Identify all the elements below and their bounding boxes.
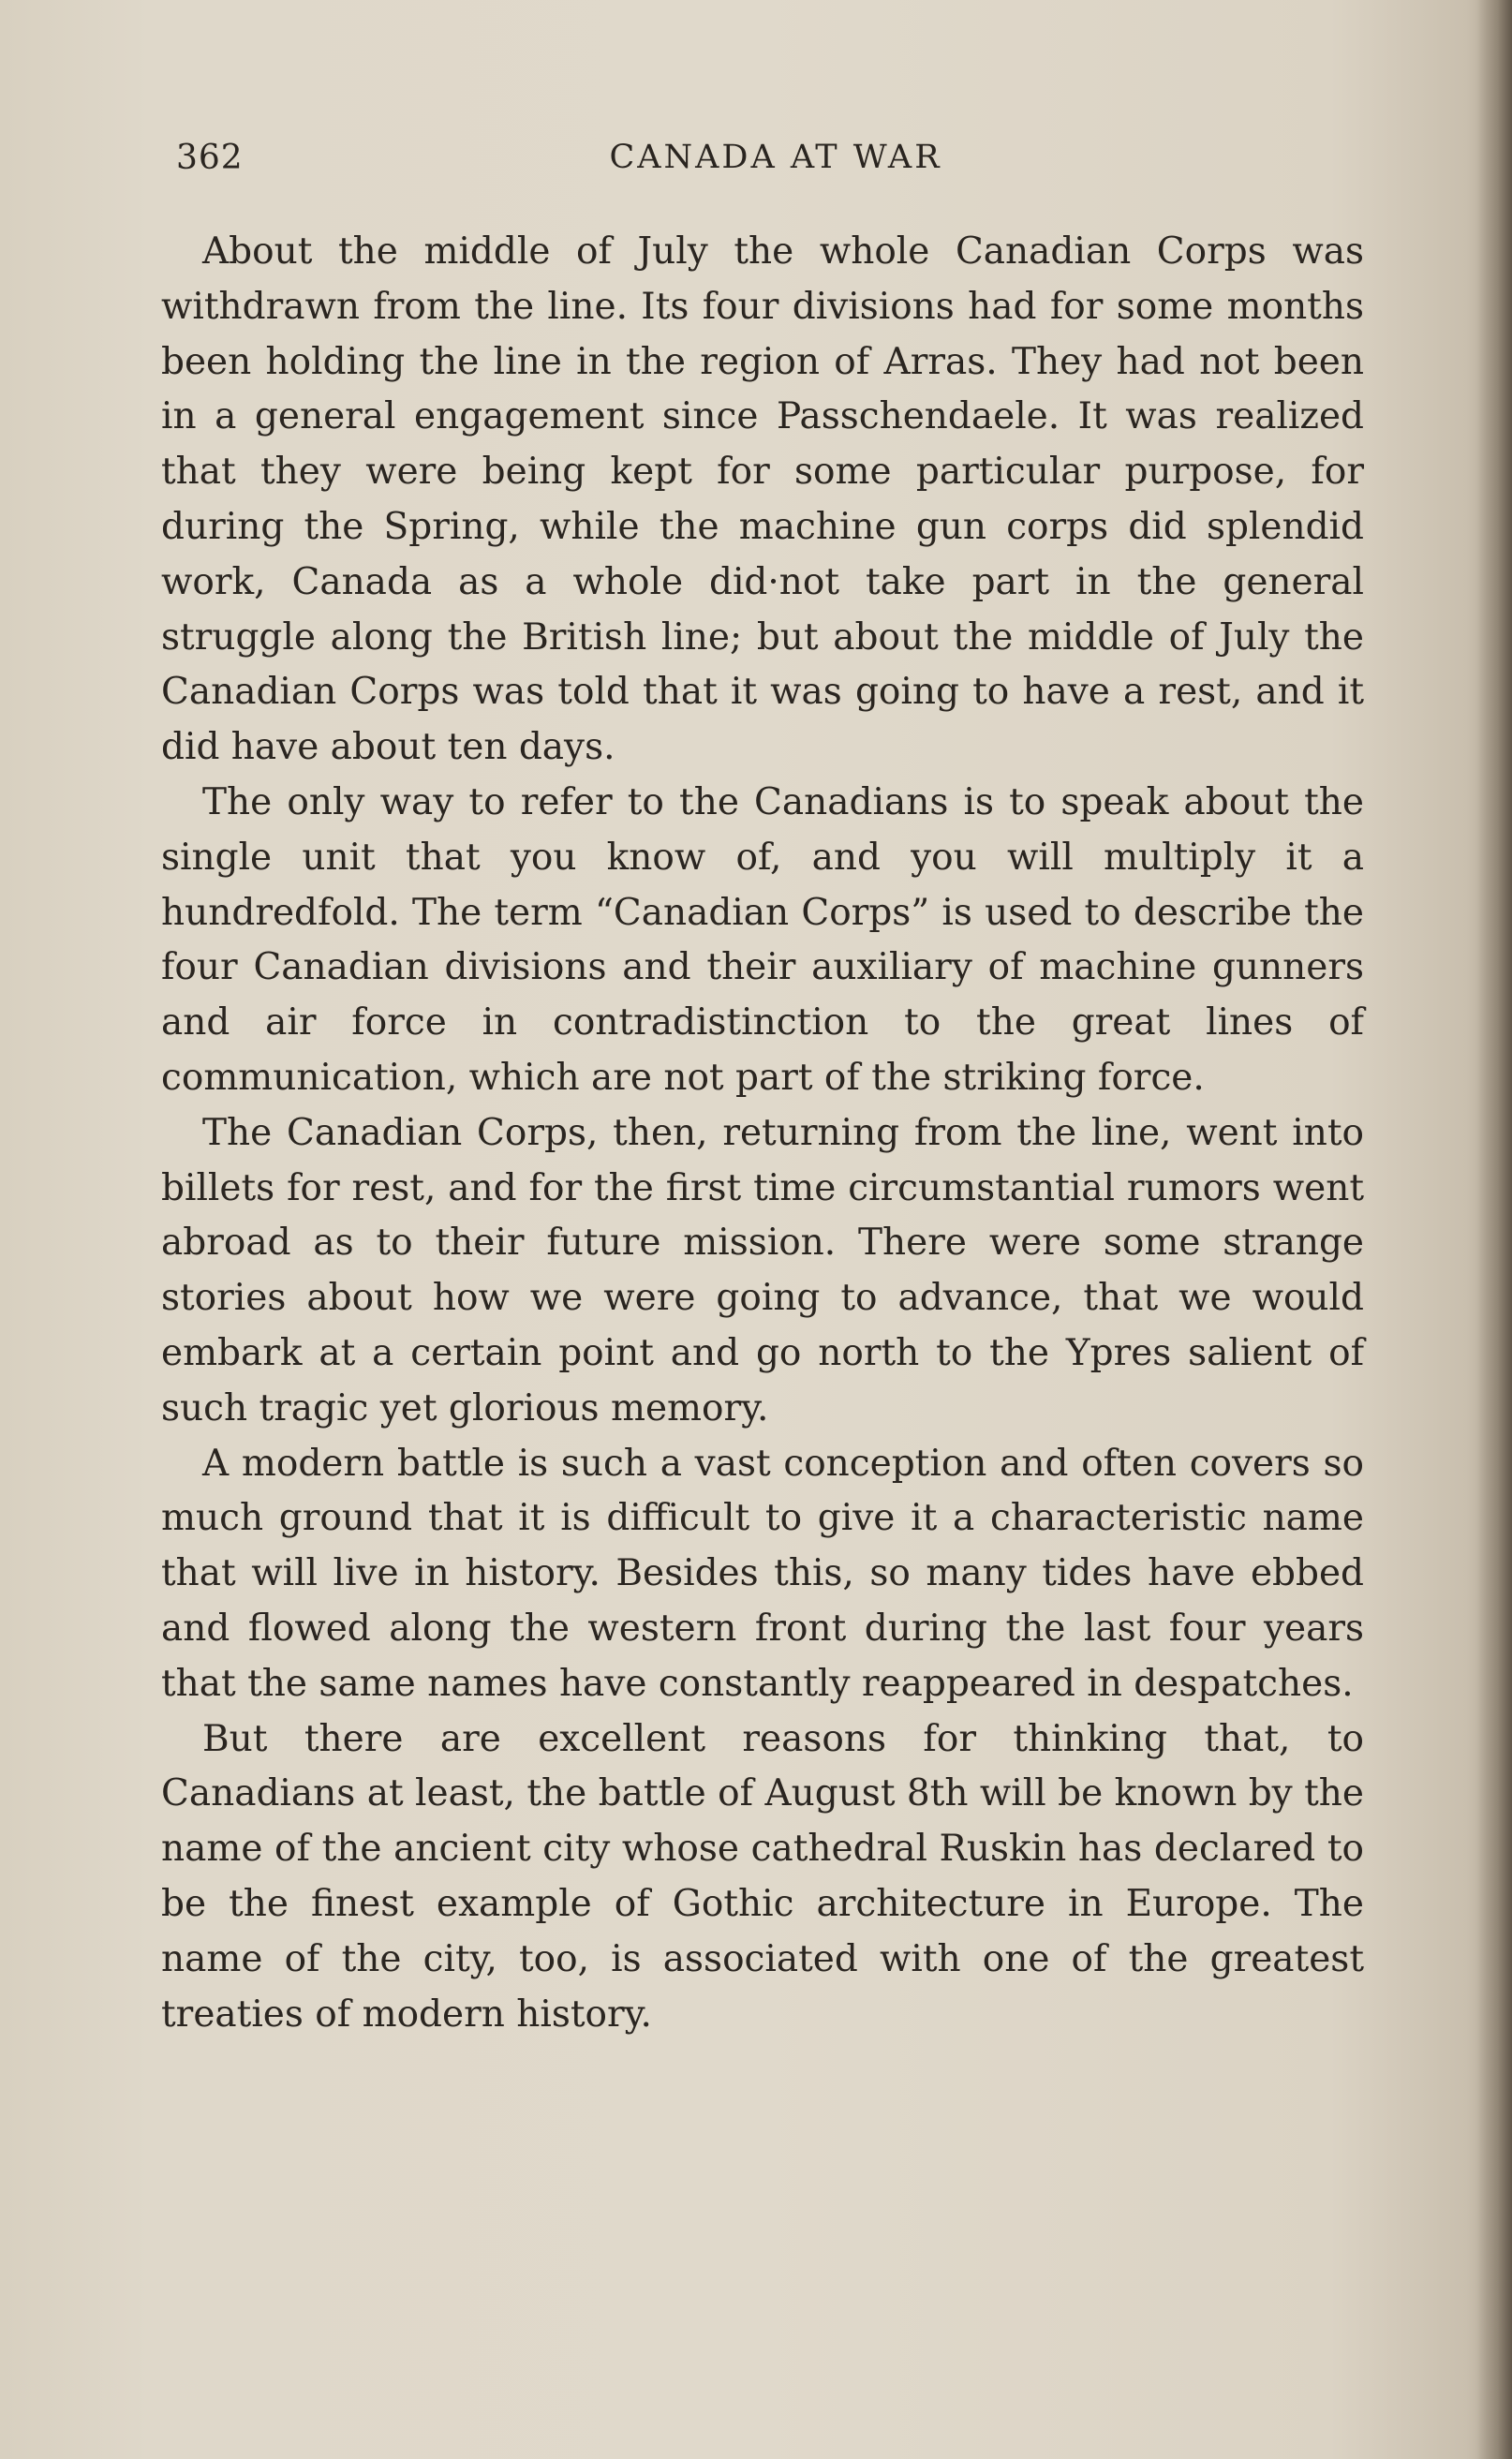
paragraph: The only way to refer to the Canadians is to speak about the single unit that you know of, and you will multiply it a hundredfold. The term “Canadian Corps” is used to describe the four Canadian divisions and their auxiliary of machine gunners and air force in contradistinction to the great lines of communication, which are not part of the striking force. — [161, 780, 1364, 1099]
running-title: CANADA AT WAR — [609, 139, 942, 176]
paragraph: About the middle of July the whole Canadian Corps was withdrawn from the line. Its four divisions had for some months been holding the line in the region of Arras. They had not been in a general engagement since Passchendaele. It was realized that they were being kept for some particular purpose, for during the Spring, while the machine gun corps did splendid work, Canada as a whole did·not take part in the general struggle along the British line; but about the middle of July the Canadian Corps was told that it was going to have a rest, and it did have about ten days. — [161, 230, 1364, 769]
page-number: 362 — [176, 139, 244, 177]
page-header — [176, 139, 1356, 185]
page-edge-shadow — [1476, 0, 1512, 2459]
paragraph: But there are excellent reasons for thinking that, to Canadians at least, the battle of August 8th will be known by the name of the ancient city whose cathedral Ruskin has declared to be the finest example of Gothic architecture in Europe. The name of the city, too, is associated with one of the greatest treaties of modern history. — [161, 1717, 1364, 2036]
body-text — [161, 225, 1364, 2042]
paragraph: A modern battle is such a vast conception and often covers so much ground that it is difficult to give it a characteristic name that will live in history. Besides this, so many tides have ebbed and flowed along the western front during the last four years that the same names have constantly reappeared in despatches. — [161, 1442, 1364, 1705]
paragraph: The Canadian Corps, then, returning from the line, went into billets for rest, and for the first time circumstantial rumors went abroad as to their future mission. There were some strange stories about how we were going to advance, that we would embark at a certain point and go north to the Ypres salient of such tragic yet glorious memory. — [161, 1111, 1364, 1429]
